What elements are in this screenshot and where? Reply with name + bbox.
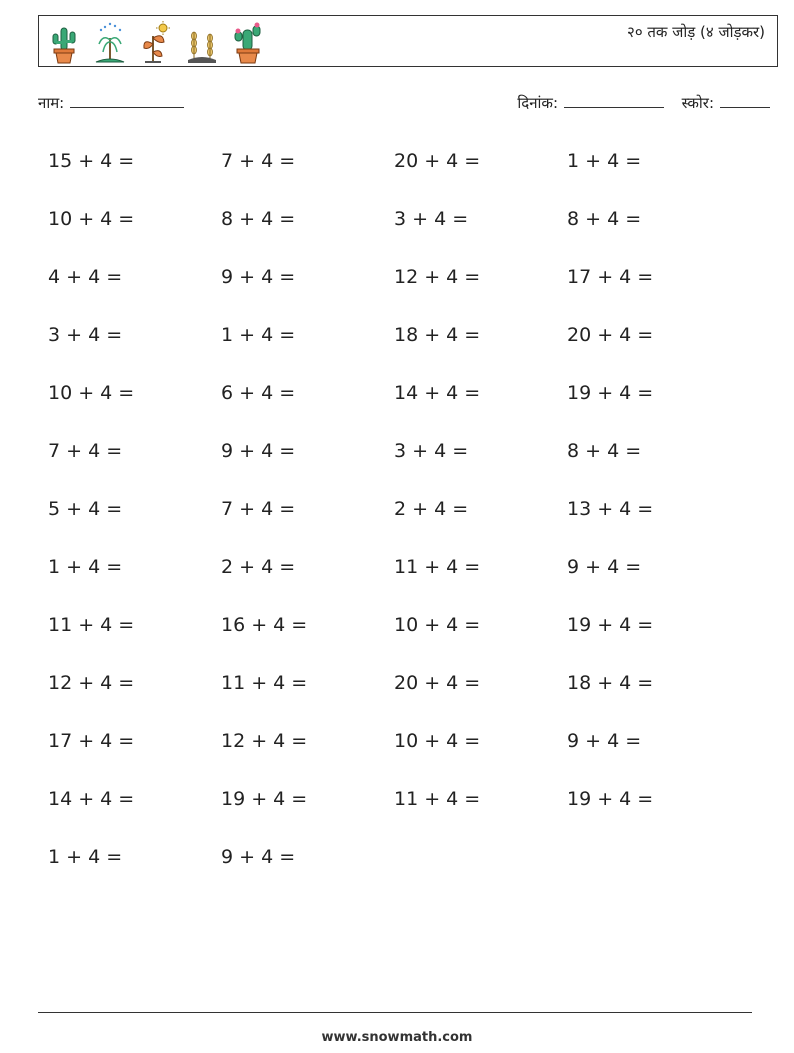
problem-item: 6 + 4 = — [221, 382, 296, 404]
problem-row — [48, 723, 740, 781]
problem-item: 20 + 4 = — [394, 672, 481, 694]
problem-item: 1 + 4 = — [567, 150, 642, 172]
problem-item: 14 + 4 = — [48, 788, 135, 810]
problem-item: 1 + 4 = — [48, 846, 123, 868]
wheat-icon — [185, 20, 219, 64]
problem-item: 7 + 4 = — [221, 150, 296, 172]
flowering-cactus-icon — [231, 20, 265, 64]
problem-item: 9 + 4 = — [567, 730, 642, 752]
date-blank[interactable] — [564, 93, 664, 108]
problem-item: 3 + 4 = — [394, 208, 469, 230]
problem-item: 7 + 4 = — [221, 498, 296, 520]
name-label: नाम: — [38, 94, 65, 112]
sunflower-sprout-icon — [139, 20, 173, 64]
problem-item: 9 + 4 = — [221, 266, 296, 288]
problem-item: 12 + 4 = — [48, 672, 135, 694]
problem-item: 1 + 4 = — [221, 324, 296, 346]
name-blank[interactable] — [70, 93, 184, 108]
problem-row — [48, 839, 740, 897]
problem-item: 19 + 4 = — [221, 788, 308, 810]
problem-row — [48, 201, 740, 259]
problem-item: 14 + 4 = — [394, 382, 481, 404]
problem-item: 16 + 4 = — [221, 614, 308, 636]
footer-url: www.snowmath.com — [321, 1030, 473, 1045]
problem-item: 10 + 4 = — [394, 614, 481, 636]
problem-item: 8 + 4 = — [567, 440, 642, 462]
problem-item: 18 + 4 = — [394, 324, 481, 346]
problem-item: 17 + 4 = — [48, 730, 135, 752]
problem-item: 10 + 4 = — [48, 382, 135, 404]
score-label: स्कोर: — [681, 94, 714, 112]
name-field — [38, 93, 184, 113]
problem-row — [48, 143, 740, 201]
problem-grid — [48, 143, 740, 897]
problem-row — [48, 433, 740, 491]
worksheet-header — [38, 15, 778, 67]
problem-item: 3 + 4 = — [48, 324, 123, 346]
problem-item: 2 + 4 = — [394, 498, 469, 520]
willow-plant-icon — [93, 20, 127, 64]
score-blank[interactable] — [720, 93, 770, 108]
problem-item: 5 + 4 = — [48, 498, 123, 520]
problem-row — [48, 665, 740, 723]
footer-divider — [38, 1012, 752, 1013]
problem-item: 3 + 4 = — [394, 440, 469, 462]
problem-item: 12 + 4 = — [221, 730, 308, 752]
problem-item: 7 + 4 = — [48, 440, 123, 462]
problem-item: 20 + 4 = — [567, 324, 654, 346]
problem-row — [48, 491, 740, 549]
problem-item: 1 + 4 = — [48, 556, 123, 578]
problem-row — [48, 781, 740, 839]
problem-item: 20 + 4 = — [394, 150, 481, 172]
problem-item: 9 + 4 = — [567, 556, 642, 578]
problem-item: 9 + 4 = — [221, 846, 296, 868]
problem-row — [48, 549, 740, 607]
problem-item: 11 + 4 = — [221, 672, 308, 694]
worksheet-title: २० तक जोड़ (४ जोड़कर) — [627, 23, 765, 41]
problem-row — [48, 375, 740, 433]
problem-item: 19 + 4 = — [567, 788, 654, 810]
problem-item: 19 + 4 = — [567, 382, 654, 404]
problem-item: 19 + 4 = — [567, 614, 654, 636]
problem-item: 11 + 4 = — [394, 556, 481, 578]
problem-item: 11 + 4 = — [394, 788, 481, 810]
problem-item: 12 + 4 = — [394, 266, 481, 288]
date-label: दिनांक: — [517, 94, 558, 112]
problem-row — [48, 607, 740, 665]
problem-item: 15 + 4 = — [48, 150, 135, 172]
problem-row — [48, 317, 740, 375]
problem-item: 4 + 4 = — [48, 266, 123, 288]
problem-item: 8 + 4 = — [567, 208, 642, 230]
plant-icons — [47, 20, 265, 64]
problem-item: 13 + 4 = — [567, 498, 654, 520]
problem-item: 17 + 4 = — [567, 266, 654, 288]
problem-item: 8 + 4 = — [221, 208, 296, 230]
problem-item: 11 + 4 = — [48, 614, 135, 636]
problem-item: 2 + 4 = — [221, 556, 296, 578]
cactus-pot-icon — [47, 20, 81, 64]
problem-row — [48, 259, 740, 317]
date-score-fields — [517, 93, 770, 113]
problem-item: 10 + 4 = — [394, 730, 481, 752]
problem-item: 10 + 4 = — [48, 208, 135, 230]
problem-item: 9 + 4 = — [221, 440, 296, 462]
problem-item: 18 + 4 = — [567, 672, 654, 694]
